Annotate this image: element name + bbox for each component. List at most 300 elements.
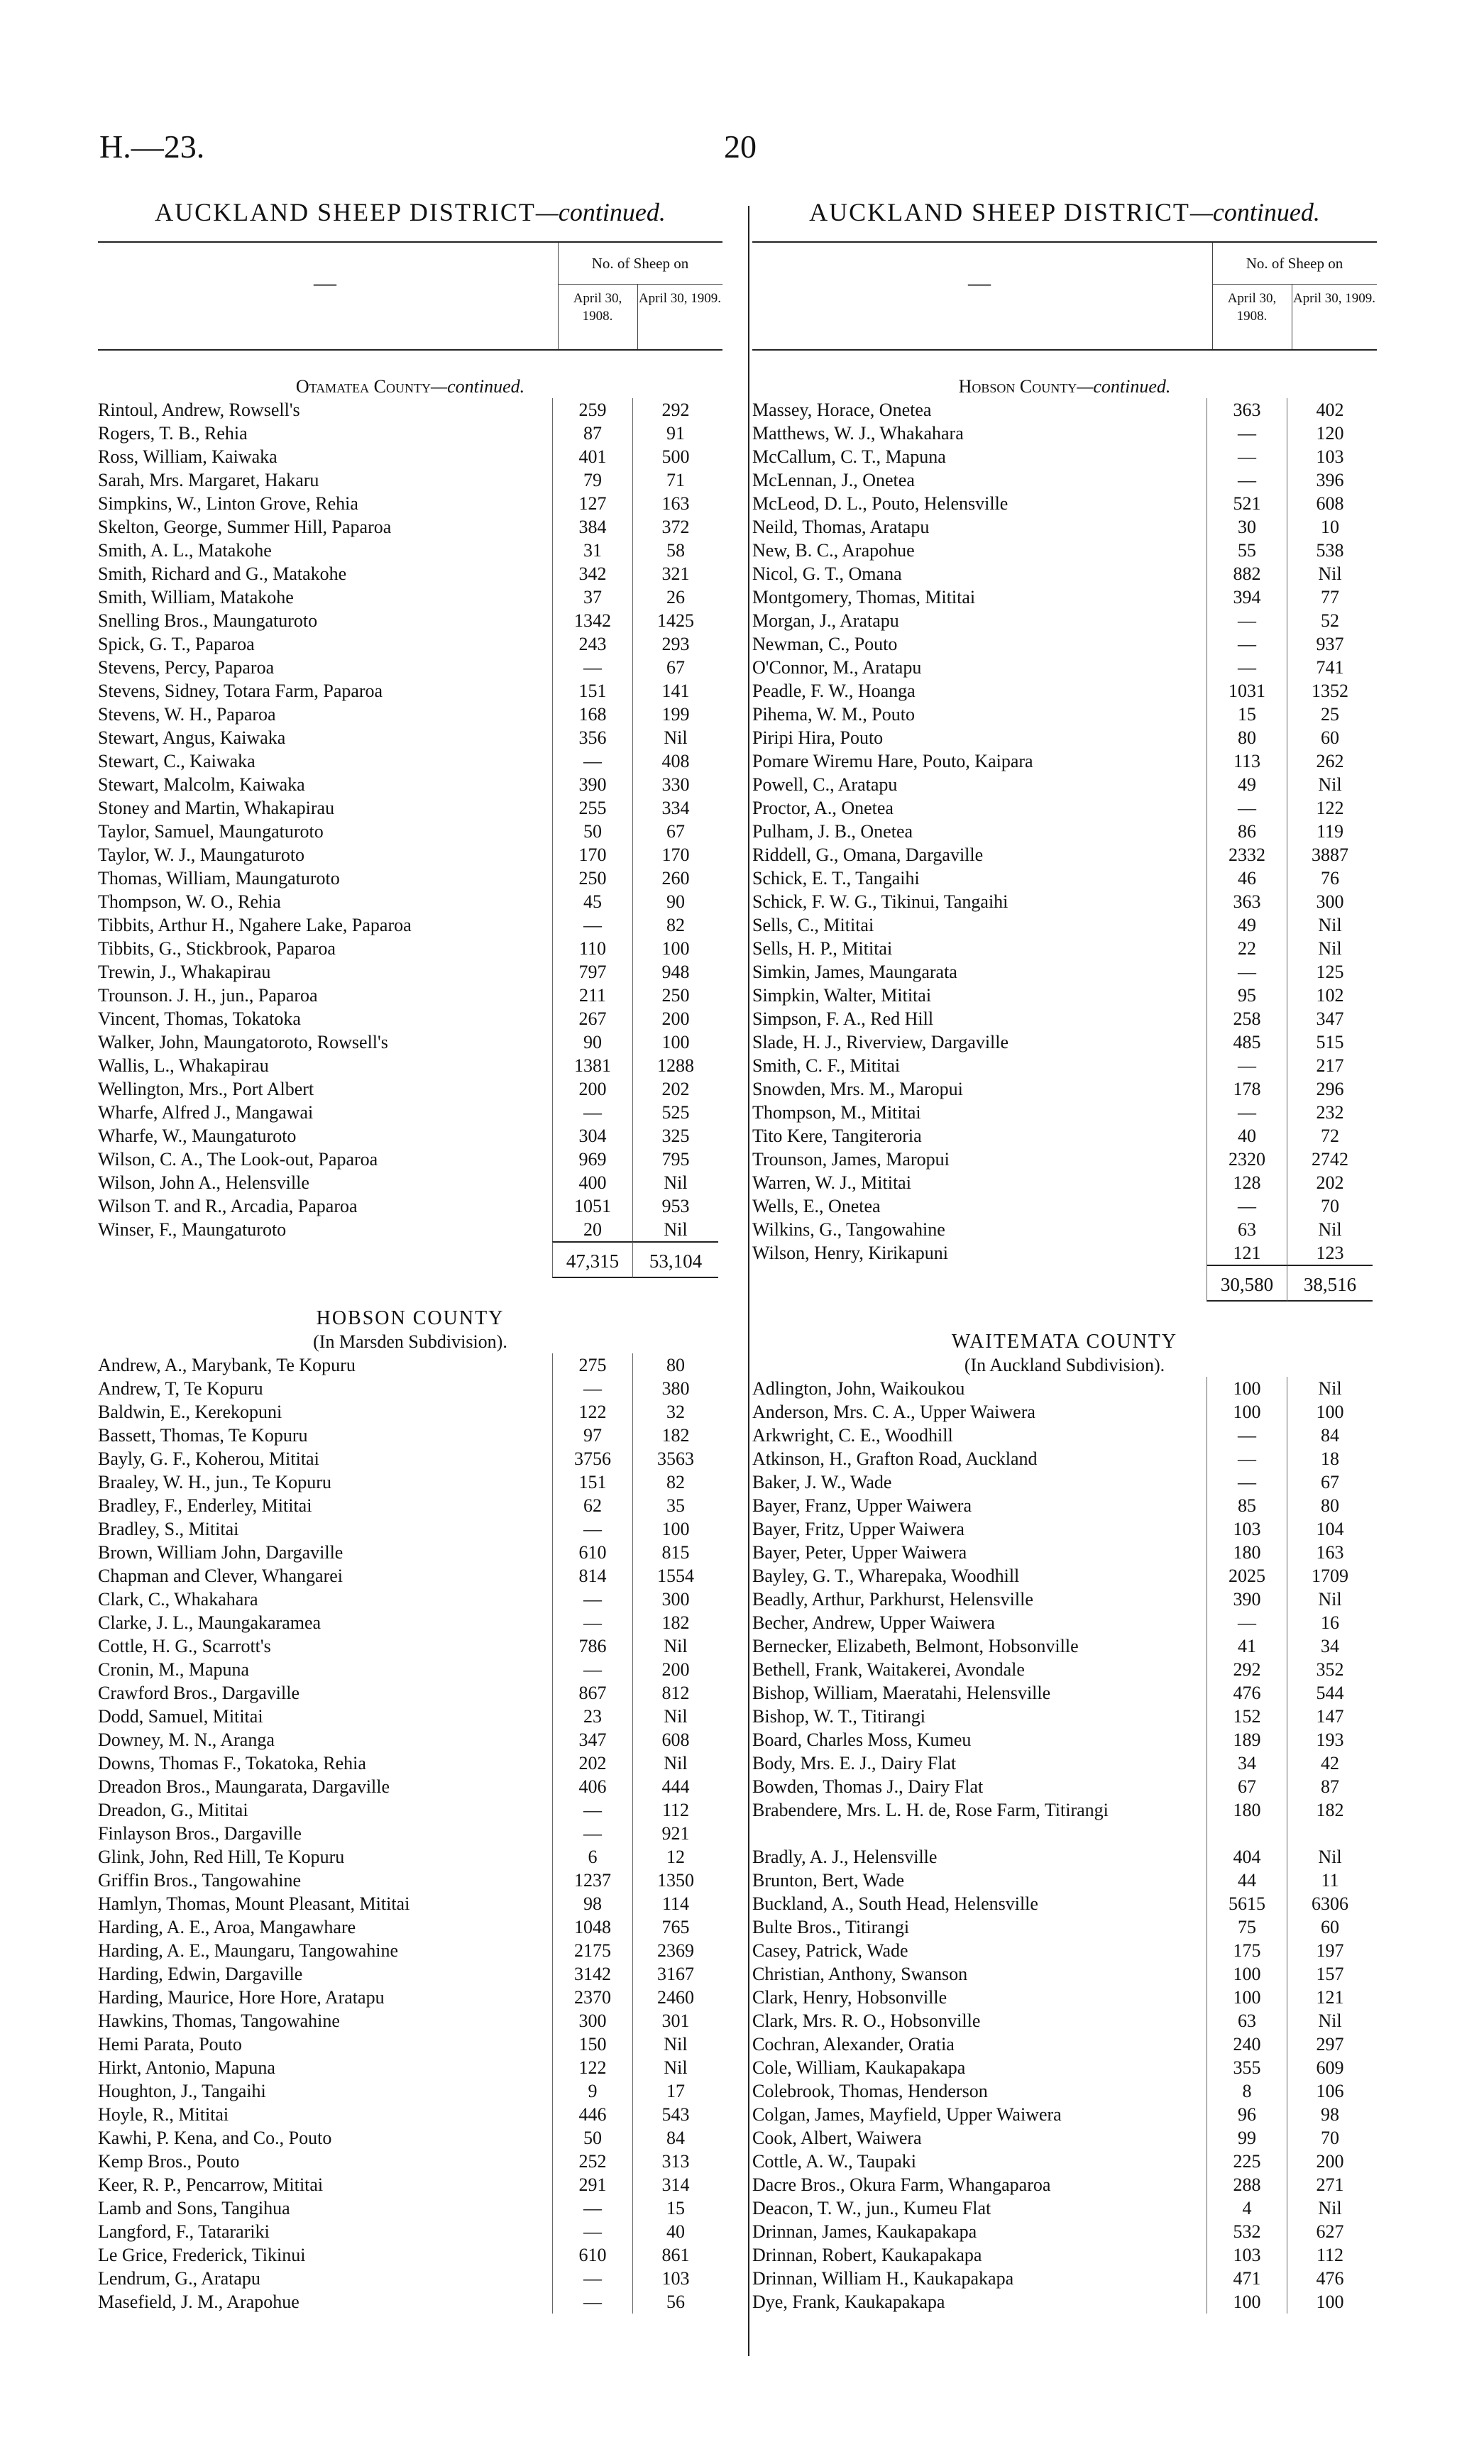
sheep-count-1908: 113 [1207, 749, 1287, 773]
table-row [98, 726, 722, 749]
table-row [98, 1377, 722, 1400]
sheep-owner-name: Trounson. J. H., jun., Paparoa [98, 985, 318, 1006]
sheep-count-1909: 56 [632, 2290, 718, 2314]
sheep-count-1908: 46 [1207, 867, 1287, 890]
sheep-owner-name: Bayer, Fritz, Upper Waiwera [752, 1519, 964, 1539]
sheep-owner-name: Christian, Anthony, Swanson [752, 1964, 968, 1984]
table-row [98, 2173, 722, 2196]
table-row [752, 2173, 1377, 2196]
sheep-owner-name: Wellington, Mrs., Port Albert [98, 1079, 314, 1099]
sheep-owner-name: Slade, H. J., Riverview, Dargaville [752, 1032, 1009, 1052]
table-row [752, 1101, 1377, 1124]
sheep-count-1908: — [1207, 1611, 1287, 1634]
sheep-owner-name: Drinnan, James, Kaukapakapa [752, 2221, 977, 2242]
table-row [98, 445, 722, 468]
table-row [752, 1705, 1377, 1728]
sheep-owner-name: McLeod, D. L., Pouto, Helensville [752, 493, 1008, 514]
sheep-count-1909: 765 [632, 1915, 718, 1939]
table-row [752, 2079, 1377, 2103]
table-row [98, 656, 722, 679]
sheep-owner-name: Buckland, A., South Head, Helensville [752, 1893, 1038, 1914]
sheep-count-1908: 49 [1207, 913, 1287, 937]
total-1909: 38,516 [1287, 1265, 1373, 1302]
table-row [98, 632, 722, 656]
table-row [98, 890, 722, 913]
sheep-count-1908: 100 [1207, 1400, 1287, 1424]
sheep-count-1908: 40 [1207, 1124, 1287, 1148]
section-title-suffix: —continued. [431, 376, 525, 397]
sheep-count-1908: 255 [552, 796, 632, 820]
sheep-owner-name: Wells, E., Onetea [752, 1196, 881, 1216]
sheep-count-1908: 2025 [1207, 1564, 1287, 1588]
sheep-count-1908: 2332 [1207, 843, 1287, 867]
table-row [752, 867, 1377, 890]
sheep-count-1908: 80 [1207, 726, 1287, 749]
sheep-owner-name: Atkinson, H., Grafton Road, Auckland [752, 1448, 1038, 1469]
sheep-count-1909: 32 [632, 1400, 718, 1424]
sheep-count-1909: 199 [632, 703, 718, 726]
sheep-count-1909: 197 [1287, 1939, 1373, 1962]
sheep-owner-name: Colgan, James, Mayfield, Upper Waiwera [752, 2104, 1062, 2125]
table-row [752, 1588, 1377, 1611]
sheep-count-1909: 334 [632, 796, 718, 820]
sheep-owner-name: Cook, Albert, Waiwera [752, 2128, 922, 2148]
sheep-owner-name: Bayer, Franz, Upper Waiwera [752, 1495, 972, 1516]
table-row [98, 1517, 722, 1541]
page-reference: H.—23. [99, 128, 205, 165]
sheep-owner-name: Bradly, A. J., Helensville [752, 1847, 938, 1867]
table-header-dash: — [968, 270, 991, 295]
table-row [752, 1611, 1377, 1634]
sheep-count-1909: 202 [632, 1077, 718, 1101]
sheep-owner-name: Stewart, Malcolm, Kaiwaka [98, 774, 305, 795]
sheep-owner-name: Peadle, F. W., Hoanga [752, 681, 916, 701]
sheep-count-1908: — [1207, 468, 1287, 492]
table-row [752, 796, 1377, 820]
total-row [752, 1265, 1377, 1302]
sheep-owner-name: Walker, John, Maungatoroto, Rowsell's [98, 1032, 388, 1052]
sheep-count-1908: 300 [552, 2009, 632, 2033]
sheep-count-1909: 16 [1287, 1611, 1373, 1634]
table-row [98, 1915, 722, 1939]
sheep-count-1909: Nil [632, 1751, 718, 1775]
sheep-count-1908: 100 [1207, 1962, 1287, 1986]
sheep-owner-name: Riddell, G., Omana, Dargaville [752, 845, 984, 865]
table-row [752, 2150, 1377, 2173]
sheep-count-1909: Nil [1287, 2009, 1373, 2033]
section-title [98, 375, 722, 398]
table-rows [752, 1377, 1377, 2314]
sheep-count-1909: 67 [632, 820, 718, 843]
sheep-count-1908: 406 [552, 1775, 632, 1798]
county-title: WAITEMATA COUNTY [951, 1331, 1178, 1353]
sheep-count-1909: 84 [632, 2126, 718, 2150]
section-title-text: Otamatea County [295, 376, 431, 397]
sheep-count-1908: 259 [552, 398, 632, 422]
sheep-count-1908: — [552, 2267, 632, 2290]
sheep-owner-name: Wilson, C. A., The Look-out, Paparoa [98, 1149, 378, 1170]
sheep-count-1908: 225 [1207, 2150, 1287, 2173]
table-row [98, 820, 722, 843]
table-row [752, 1447, 1377, 1470]
sheep-count-1909: 1554 [632, 1564, 718, 1588]
sheep-owner-name: Rintoul, Andrew, Rowsell's [98, 400, 300, 420]
sheep-owner-name: Simpkins, W., Linton Grove, Rehia [98, 493, 358, 514]
sheep-owner-name: Taylor, Samuel, Maungaturoto [98, 821, 324, 842]
column-divider [748, 206, 749, 2356]
table-row [752, 1424, 1377, 1447]
sheep-count-1908: 152 [1207, 1705, 1287, 1728]
sheep-owner-name: Cochran, Alexander, Oratia [752, 2034, 955, 2055]
table-row [752, 843, 1377, 867]
sheep-count-1908: 6 [552, 1845, 632, 1869]
sheep-count-1908: 34 [1207, 1751, 1287, 1775]
sheep-count-1908: 180 [1207, 1798, 1287, 1845]
sheep-count-1908: 485 [1207, 1030, 1287, 1054]
sheep-owner-name: Houghton, J., Tangaihi [98, 2081, 266, 2101]
sheep-owner-name: Pomare Wiremu Hare, Pouto, Kaipara [752, 751, 1033, 771]
sheep-count-1909: 58 [632, 539, 718, 562]
sheep-count-1909: 260 [632, 867, 718, 890]
sheep-owner-name: Stevens, W. H., Paparoa [98, 704, 276, 725]
table-row [98, 1447, 722, 1470]
sheep-count-1909: Nil [1287, 1588, 1373, 1611]
sheep-owner-name: Bradley, F., Enderley, Mititai [98, 1495, 312, 1516]
sheep-owner-name: Schick, E. T., Tangaihi [752, 868, 920, 889]
total-1908: 30,580 [1207, 1265, 1287, 1302]
sheep-count-1909: 352 [1287, 1658, 1373, 1681]
table-row [98, 2079, 722, 2103]
sheep-owner-name: Brunton, Bert, Wade [752, 1870, 905, 1891]
table-row [752, 913, 1377, 937]
sheep-count-1908: 356 [552, 726, 632, 749]
sheep-count-1909: Nil [1287, 937, 1373, 960]
sheep-owner-name: Spick, G. T., Paparoa [98, 634, 255, 654]
sheep-count-1909: 82 [632, 913, 718, 937]
sheep-owner-name: Colebrook, Thomas, Henderson [752, 2081, 988, 2101]
sheep-count-1909: 102 [1287, 984, 1373, 1007]
sheep-count-1908: — [1207, 609, 1287, 632]
sheep-owner-name: Morgan, J., Aratapu [752, 610, 899, 631]
table-row [98, 679, 722, 703]
table-row [98, 984, 722, 1007]
table-header-group: No. of Sheep on [558, 243, 722, 285]
table-row [752, 1892, 1377, 1915]
sheep-count-1908: 150 [552, 2033, 632, 2056]
table-row [752, 468, 1377, 492]
sheep-owner-name: Harding, A. E., Maungaru, Tangowahine [98, 1940, 398, 1961]
sheep-count-1908: — [1207, 1194, 1287, 1218]
sheep-count-1909: 1709 [1287, 1564, 1373, 1588]
sheep-count-1909: 292 [632, 398, 718, 422]
table-row [752, 1171, 1377, 1194]
sheep-count-1908: 3756 [552, 1447, 632, 1470]
sheep-owner-name: Brown, William John, Dargaville [98, 1542, 343, 1563]
sheep-count-1908: 5615 [1207, 1892, 1287, 1915]
sheep-count-1908: — [1207, 1447, 1287, 1470]
sheep-count-1909: 372 [632, 515, 718, 539]
table-row [98, 1681, 722, 1705]
sheep-owner-name: Griffin Bros., Tangowahine [98, 1870, 302, 1891]
sheep-owner-name: Skelton, George, Summer Hill, Paparoa [98, 517, 392, 537]
table-row [752, 1658, 1377, 1681]
table-rows [98, 1353, 722, 2314]
table-header-year-1908: April 30, 1908. [1227, 291, 1277, 324]
sheep-owner-name: Bayer, Peter, Upper Waiwera [752, 1542, 967, 1563]
sheep-owner-name: Thomas, William, Maungaturoto [98, 868, 340, 889]
sheep-owner-name: Wharfe, Alfred J., Mangawai [98, 1102, 314, 1123]
sheep-owner-name: Le Grice, Frederick, Tikinui [98, 2245, 306, 2265]
sheep-owner-name: Proctor, A., Onetea [752, 798, 894, 818]
sheep-owner-name: Simpson, F. A., Red Hill [752, 1008, 934, 1029]
sheep-count-1909: 293 [632, 632, 718, 656]
sheep-count-1909: 3167 [632, 1962, 718, 1986]
sheep-count-1908: — [552, 2220, 632, 2243]
sheep-count-1908: 200 [552, 1077, 632, 1101]
sheep-owner-name: Rogers, T. B., Rehia [98, 423, 248, 444]
sheep-owner-name: Wallis, L., Whakapirau [98, 1055, 269, 1076]
table-row [98, 960, 722, 984]
table-row [752, 2126, 1377, 2150]
sheep-count-1909: 408 [632, 749, 718, 773]
sheep-owner-name: Dreadon, G., Mititai [98, 1800, 248, 1820]
sheep-count-1909: 67 [632, 656, 718, 679]
sheep-owner-name: Lendrum, G., Aratapu [98, 2268, 260, 2289]
sheep-count-1908: 50 [552, 2126, 632, 2150]
sheep-count-1909: 119 [1287, 820, 1373, 843]
sheep-owner-name: Smith, Richard and G., Matakohe [98, 563, 347, 584]
table-row [752, 960, 1377, 984]
table-row [752, 2033, 1377, 2056]
sheep-count-1908: 1051 [552, 1194, 632, 1218]
table-row [98, 539, 722, 562]
page-number: 20 [724, 128, 757, 165]
sheep-count-1909: 122 [1287, 796, 1373, 820]
sheep-count-1908: — [552, 1611, 632, 1634]
district-title [752, 192, 1377, 233]
sheep-count-1908: 170 [552, 843, 632, 867]
sheep-count-1909: 250 [632, 984, 718, 1007]
sheep-count-1909: 170 [632, 843, 718, 867]
table-row [98, 1588, 722, 1611]
sheep-count-1909: 42 [1287, 1751, 1373, 1775]
sheep-count-1909: 538 [1287, 539, 1373, 562]
sheep-owner-name: Dreadon Bros., Maungarata, Dargaville [98, 1776, 390, 1797]
sheep-count-1908: 23 [552, 1705, 632, 1728]
sheep-owner-name: Drinnan, Robert, Kaukapakapa [752, 2245, 982, 2265]
sheep-count-1908: 180 [1207, 1541, 1287, 1564]
sheep-count-1908: 189 [1207, 1728, 1287, 1751]
sheep-count-1909: 314 [632, 2173, 718, 2196]
sheep-count-1908: — [552, 2196, 632, 2220]
sheep-owner-name: Pulham, J. B., Onetea [752, 821, 913, 842]
sheep-count-1908: 250 [552, 867, 632, 890]
sheep-count-1908: 31 [552, 539, 632, 562]
sheep-count-1909: 98 [1287, 2103, 1373, 2126]
sheep-owner-name: Beadly, Arthur, Parkhurst, Helensville [752, 1589, 1033, 1610]
sheep-count-1908: 446 [552, 2103, 632, 2126]
sheep-owner-name: Bowden, Thomas J., Dairy Flat [752, 1776, 984, 1797]
table-row [752, 2056, 1377, 2079]
table-row [752, 1775, 1377, 1798]
sheep-count-1908: 95 [1207, 984, 1287, 1007]
sheep-count-1908: — [1207, 1424, 1287, 1447]
district-title-text: AUCKLAND SHEEP DISTRICT [155, 198, 536, 226]
sheep-count-1909: 301 [632, 2009, 718, 2033]
sheep-count-1909: 347 [1287, 1007, 1373, 1030]
sheep-count-1909: 26 [632, 585, 718, 609]
table-row [752, 1962, 1377, 1986]
sheep-owner-name: Bulte Bros., Titirangi [752, 1917, 910, 1937]
table-row [98, 515, 722, 539]
table-row [98, 1030, 722, 1054]
sheep-count-1909: 2369 [632, 1939, 718, 1962]
sheep-count-1909: 795 [632, 1148, 718, 1171]
table-row [98, 2267, 722, 2290]
sheep-count-1908: 304 [552, 1124, 632, 1148]
sheep-count-1909: 11 [1287, 1869, 1373, 1892]
sheep-count-1909: Nil [632, 1171, 718, 1194]
sheep-count-1908: 97 [552, 1424, 632, 1447]
sheep-owner-name: Powell, C., Aratapu [752, 774, 898, 795]
sheep-count-1908: 87 [552, 422, 632, 445]
table-row [98, 1077, 722, 1101]
table-row [752, 609, 1377, 632]
sheep-count-1908: 610 [552, 2243, 632, 2267]
table-row [98, 2103, 722, 2126]
sheep-count-1909: 100 [1287, 1400, 1373, 1424]
table-row [98, 1218, 722, 1241]
district-title [98, 192, 722, 233]
table-row [752, 2267, 1377, 2290]
table-row [98, 585, 722, 609]
sheep-count-1908: 49 [1207, 773, 1287, 796]
table-row [98, 1541, 722, 1564]
sheep-count-1908: 363 [1207, 890, 1287, 913]
sheep-owner-name: Bassett, Thomas, Te Kopuru [98, 1425, 308, 1446]
sheep-count-1909: 1352 [1287, 679, 1373, 703]
sheep-owner-name: Hamlyn, Thomas, Mount Pleasant, Mititai [98, 1893, 410, 1914]
sheep-count-1909: 500 [632, 445, 718, 468]
sheep-count-1908: 347 [552, 1728, 632, 1751]
sheep-count-1909: 40 [632, 2220, 718, 2243]
sheep-count-1909: 91 [632, 422, 718, 445]
table-row [752, 1517, 1377, 1541]
sheep-owner-name: Simpkin, Walter, Mititai [752, 985, 932, 1006]
sheep-count-1909: 71 [632, 468, 718, 492]
sheep-owner-name: Hoyle, R., Mititai [98, 2104, 229, 2125]
sheep-count-1909: 476 [1287, 2267, 1373, 2290]
table-row [752, 1681, 1377, 1705]
sheep-count-1909: 114 [632, 1892, 718, 1915]
sheep-count-1909: 313 [632, 2150, 718, 2173]
sheep-count-1908: 1237 [552, 1869, 632, 1892]
sheep-count-1908: 401 [552, 445, 632, 468]
sheep-owner-name: Andrew, A., Marybank, Te Kopuru [98, 1355, 356, 1375]
sheep-owner-name: Tibbits, Arthur H., Ngahere Lake, Paparoa [98, 915, 412, 935]
sheep-count-1909: 120 [1287, 422, 1373, 445]
sheep-count-1909: Nil [1287, 773, 1373, 796]
sheep-owner-name: Wilson, Henry, Kirikapuni [752, 1243, 948, 1263]
district-title-suffix: —continued. [535, 198, 666, 226]
sheep-owner-name: Matthews, W. J., Whakahara [752, 423, 964, 444]
sheep-count-1909: 67 [1287, 1470, 1373, 1494]
table-row [98, 422, 722, 445]
sheep-owner-name: Kawhi, P. Kena, and Co., Pouto [98, 2128, 332, 2148]
table-row [752, 1634, 1377, 1658]
table-row [98, 703, 722, 726]
table-row [98, 1424, 722, 1447]
sheep-count-1909: Nil [632, 1218, 718, 1241]
sheep-owner-name: Cole, William, Kaukapakapa [752, 2057, 966, 2078]
sheep-owner-name: Vincent, Thomas, Tokatoka [98, 1008, 301, 1029]
sheep-count-1909: 80 [1287, 1494, 1373, 1517]
sheep-count-1909: Nil [1287, 913, 1373, 937]
sheep-count-1908: 292 [1207, 1658, 1287, 1681]
sheep-count-1908: — [552, 913, 632, 937]
sheep-owner-name: Tito Kere, Tangiteroria [752, 1126, 922, 1146]
table-row [98, 2033, 722, 2056]
sheep-count-1909: 147 [1287, 1705, 1373, 1728]
table-row [98, 1962, 722, 1986]
sheep-count-1908: — [1207, 960, 1287, 984]
sheep-owner-name: Montgomery, Thomas, Mititai [752, 587, 976, 607]
sheep-owner-name: Snelling Bros., Maungaturoto [98, 610, 318, 631]
sheep-owner-name: Trewin, J., Whakapirau [98, 962, 271, 982]
sheep-owner-name: Lamb and Sons, Tangihua [98, 2198, 290, 2218]
table-row [98, 609, 722, 632]
sheep-count-1908: 128 [1207, 1171, 1287, 1194]
table-row [752, 1148, 1377, 1171]
table-header [752, 241, 1377, 351]
sheep-count-1908: 122 [552, 2056, 632, 2079]
sheep-owner-name: Dye, Frank, Kaukapakapa [752, 2292, 945, 2312]
sheep-count-1909: Nil [1287, 1845, 1373, 1869]
table-row [98, 1939, 722, 1962]
right-column [752, 192, 1377, 2314]
sheep-count-1908: 45 [552, 890, 632, 913]
sheep-count-1908: 258 [1207, 1007, 1287, 1030]
sheep-owner-name: Clark, Mrs. R. O., Hobsonville [752, 2011, 981, 2031]
table-row [752, 1030, 1377, 1054]
sheep-owner-name: Clark, C., Whakahara [98, 1589, 258, 1610]
sheep-count-1908: 969 [552, 1148, 632, 1171]
table-row [98, 843, 722, 867]
sheep-count-1909: 300 [1287, 890, 1373, 913]
subdivision-title: (In Marsden Subdivision). [313, 1331, 507, 1352]
sheep-count-1908: 532 [1207, 2220, 1287, 2243]
sheep-count-1908: — [1207, 656, 1287, 679]
sheep-count-1909: 52 [1287, 609, 1373, 632]
sheep-count-1908: 252 [552, 2150, 632, 2173]
sheep-count-1909: 103 [1287, 445, 1373, 468]
sheep-owner-name: Keer, R. P., Pencarrow, Mititai [98, 2174, 324, 2195]
sheep-count-1909: 232 [1287, 1101, 1373, 1124]
sheep-owner-name: Finlayson Bros., Dargaville [98, 1823, 302, 1844]
table-row [98, 937, 722, 960]
page-header [99, 128, 1391, 170]
table-header-year-1908: April 30, 1908. [573, 291, 622, 324]
table-row [98, 2243, 722, 2267]
sheep-count-1908: 8 [1207, 2079, 1287, 2103]
sheep-count-1909: 200 [632, 1007, 718, 1030]
table-row [752, 1869, 1377, 1892]
sheep-count-1908: 98 [552, 1892, 632, 1915]
sheep-owner-name: Pihema, W. M., Pouto [752, 704, 915, 725]
table-row [752, 1400, 1377, 1424]
sheep-count-1908: — [552, 1658, 632, 1681]
section-title [752, 375, 1377, 398]
